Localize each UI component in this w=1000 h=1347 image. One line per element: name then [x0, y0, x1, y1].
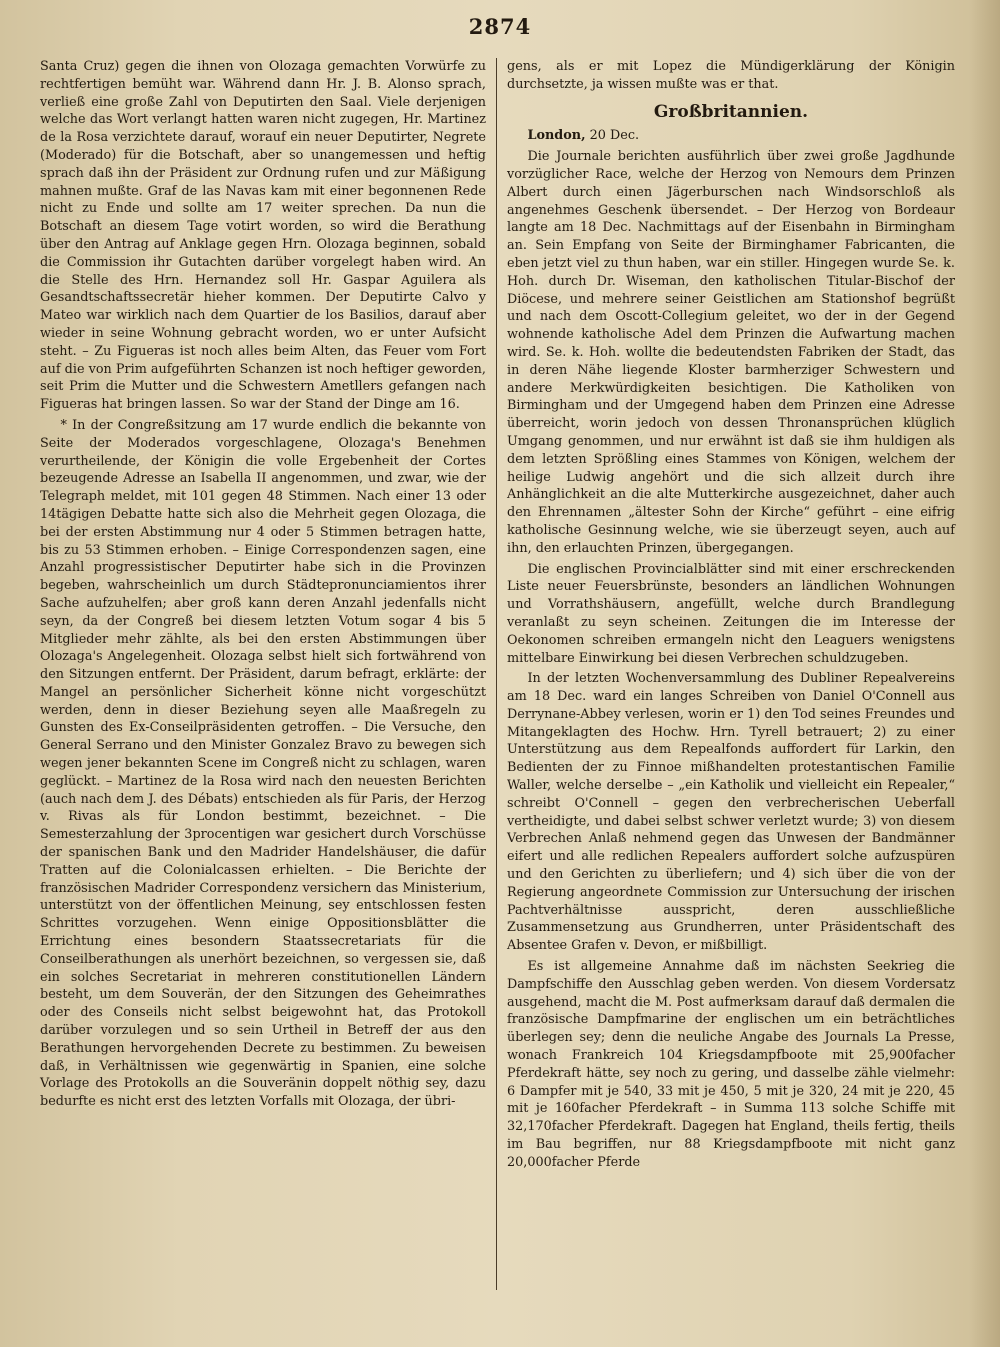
page-edge-shadow [970, 0, 1000, 1347]
right-column [507, 58, 955, 1172]
article-paragraph: Die englischen Provincialblätter sind mit einer erschreckenden Liste neuer Feuersbrünste, besonders an ländlichen Wohnungen und Vorrathshäusern, angefüllt, welche durch Brandlegung veranlaßt zu seyn scheinen. Zeitungen die im Interesse der Oekonomen schreiben ermangeln nicht den Leaguers wenigstens mittelbare Einwirkung bei diesen Verbrechen schuldzugeben. [507, 561, 955, 666]
dateline-paragraph [507, 127, 955, 145]
dateline-city: London, [527, 128, 586, 144]
left-column [40, 58, 486, 1111]
article-continuation: gens, als er mit Lopez die Mündigerklärung der Königin durchsetzte, ja wissen mußte was er that. [507, 59, 955, 92]
article-paragraph: * In der Congreßsitzung am 17 wurde endlich die bekannte von Seite der Moderados vorgeschlagene, Olozaga's Benehmen verurtheilende, der Königin die volle Ergebenheit der Cortes bezeugende Adresse an Isabella II angenommen, und zwar, wie der Telegraph meldet, mit 101 gegen 48 Stimmen. Nach einer 13 oder 14tägigen Debatte hatte sich also die Mehrheit gegen Olozaga, die bei der ersten Abstimmung nur 4 oder 5 Stimmen betragen hatte, bis zu 53 Stimmen erhoben. – Einige Correspondenzen sagen, eine Anzahl progressistischer Deputirter habe sich in die Provinzen begeben, wahrscheinlich um durch Städtepronunciamientos ihrer Sache aufzuhelfen; aber groß kann deren Anzahl jedenfalls nicht seyn, da der Congreß bei diesem letzten Votum sogar 4 bis 5 Mitglieder mehr zählte, als bei den ersten Abstimmungen über Olozaga's Angelegenheit. Olozaga selbst hielt sich fortwährend von den Sitzungen entfernt. Der Präsident, darum befragt, erklärte: der Mangel an persönlicher Sicherheit könne nicht vorgeschützt werden, denn in dieser Beziehung seyen alle Maaßregeln zu Gunsten des Ex-Conseilpräsidenten getroffen. – Die Versuche, den General Serrano und den Minister Gonzalez Bravo zu bewegen sich wegen jener bekannten Scene im Congreß nicht zu schlagen, waren geglückt. – Martinez de la Rosa wird nach den neuesten Berichten (auch nach dem J. des Débats) entschieden als für Paris, der Herzog v. Rivas als für London bestimmt, bezeichnet. – Die Semesterzahlung der 3procentigen war gesichert durch Vorschüsse der spanischen Bank und den Madrider Handelshäuser, die dafür Tratten auf die Colonialcassen erhielten. – Die Berichte der französischen Madrider Correspondenz versichern das Ministerium, unterstützt von der öffentlichen Meinung, sey entschlossen festen Schrittes vorzugehen. Wenn einige Oppositionsblätter die Errichtung eines besondern Staatssecretariats für die Conseilberathungen als unerhört bezeichnen, so vergessen sie, daß ein solches Secretariat in mehreren constitutionellen Ländern besteht, um dem Souverän, der den Sitzungen des Geheimrathes oder des Conseils nicht selbst beigewohnt hat, das Protokoll darüber vorzulegen und so sein Urtheil in Betreff der aus den Berathungen hervorgehenden Decrete zu bestimmen. Zu beweisen daß, in Verhältnissen wie gegenwärtig in Spanien, eine solche Vorlage des Protokolls an die Souveränin doppelt nöthig sey, dazu bedurfte es nicht erst des letzten Vorfalls mit Olozaga, der übri- [40, 417, 486, 1110]
article-paragraph: In der letzten Wochenversammlung des Dubliner Repealvereins am 18 Dec. ward ein langes Schreiben von Daniel O'Connell aus Derrynane-Abbey verlesen, worin er 1) den Tod seines Freundes und Mitangeklagten des Hochw. Hrn. Tyrell betrauert; 2) zu einer Unterstützung aus dem Repealfonds auffordert für Larkin, den Bedienten der zu Finnoe mißhandelten protestantischen Familie Waller, welche derselbe – „ein Katholik und vielleicht ein Repealer,“ schreibt O'Connell – gegen den verbrecherischen Ueberfall vertheidigte, und dabei selbst schwer verletzt wurde; 3) von diesem Verbrechen Anlaß nehmend gegen das Unwesen der Bandmänner eifert und alle redlichen Repealers auffordert solche aufzuspüren und den Gerichten zu überliefern; und 4) sich über die von der Regierung angeordnete Commission zur Untersuchung der irischen Pachtverhältnisse ausspricht, deren ausschließliche Zusammensetzung aus Grundherren, unter Präsidentschaft des Absentee Grafen v. Devon, er mißbilligt. [507, 671, 955, 954]
article-paragraph: Die Journale berichten ausführlich über zwei große Jagdhunde vorzüglicher Race, welche der Herzog von Nemours dem Prinzen Albert durch einen Jägerburschen nach Windsorschloß als angenehmes Geschenk übersendet. – Der Herzog von Bordeaur langte am 18 Dec. Nachmittags auf der Eisenbahn in Birmingham an. Sein Empfang von Seite der Birminghamer Fabricanten, die eben jetzt viel zu thun haben, war ein stiller. Hingegen wurde Se. k. Hoh. durch Dr. Wiseman, den katholischen Titular-Bischof der Diöcese, und mehrere seiner Geistlichen am Stationshof begrüßt und nach dem Oscott-Collegium geleitet, wo der in der Gegend wohnende katholische Adel dem Prinzen die Aufwartung machen wird. Se. k. Hoh. wollte die bedeutendsten Fabriken der Stadt, das in deren Nähe liegende Kloster barmherziger Schwestern und andere Merkwürdigkeiten besichtigen. Die Katholiken von Birmingham und der Umgegend haben dem Prinzen eine Adresse überreicht, worin jedoch von dessen Thronansprüchen klüglich Umgang genommen, und nur erwähnt ist daß sie ihm huldigen als dem letzten Sprößling eines Stammes von Königen, welchem der heilige Ludwig angehört und die sich allzeit durch ihre Anhänglichkeit an die alte Mutterkirche ausgezeichnet, daher auch den Ehrennamen „ältester Sohn der Kirche“ geführt – eine eifrig katholische Gesinnung welche, wie sie überzeugt seyen, auch auf ihn, den erlauchten Prinzen, übergegangen. [507, 149, 955, 556]
page-number: 2874 [468, 14, 532, 39]
article-paragraph: Santa Cruz) gegen die ihnen von Olozaga gemachten Vorwürfe zu rechtfertigen bemüht war. Während dann Hr. J. B. Alonso sprach, verließ eine große Zahl von Deputirten den Saal. Viele derjenigen welche das Wort verlangt hatten waren nicht zugegen, Hr. Martinez de la Rosa verzichtete darauf, worauf ein neuer Deputirter, Negrete (Moderado) für die Botschaft, aber so unangemessen und heftig sprach daß ihn der Präsident zur Ordnung rufen und zur Mäßigung mahnen mußte. Graf de las Navas kam mit einer begonnenen Rede nicht zu Ende und sollte am 17 weiter sprechen. Da nun die Botschaft an diesem Tage votirt worden, so wird die Berathung über den Antrag auf Anklage gegen Hrn. Olozaga beginnen, sobald die Commission ihr Gutachten darüber vorgelegt haben wird. An die Stelle des Hrn. Hernandez soll Hr. Gaspar Aguilera als Gesandtschaftssecretär hieher kommen. Der Deputirte Calvo y Mateo war wirklich nach dem Quartier de los Basilios, darauf aber wieder in seine Wohnung gebracht worden, wo er unter Aufsicht steht. – Zu Figueras ist noch alles beim Alten, das Feuer vom Fort auf die von Prim aufgeführten Schanzen ist noch heftiger geworden, seit Prim die Mutter und die Schwestern Ametllers gefangen nach Figueras hat bringen lassen. So war der Stand der Dinge am 16. [40, 59, 486, 413]
column-divider [496, 58, 497, 1290]
article-paragraph: Es ist allgemeine Annahme daß im nächsten Seekrieg die Dampfschiffe den Ausschlag geben werden. Von diesem Vordersatz ausgehend, macht die M. Post aufmerksam darauf daß dermalen die französische Dampfmarine der englischen um ein beträchtliches überlegen sey; denn die neuliche Angabe des Journals La Presse, wonach Frankreich 104 Kriegsdampfboote mit 25,900facher Pferdekraft hätte, sey noch zu gering, und dasselbe zähle vielmehr: 6 Dampfer mit je 540, 33 mit je 450, 5 mit je 320, 24 mit je 220, 45 mit je 160facher Pferdekraft – in Summa 113 solche Schiffe mit 32,170facher Pferdekraft. Dagegen hat England, theils fertig, theils im Bau begriffen, nur 88 Kriegsdampfboote mit nicht ganz 20,000facher Pferde [507, 959, 955, 1170]
section-title: Großbritannien. [653, 101, 809, 122]
dateline-date: 20 Dec. [585, 128, 640, 144]
